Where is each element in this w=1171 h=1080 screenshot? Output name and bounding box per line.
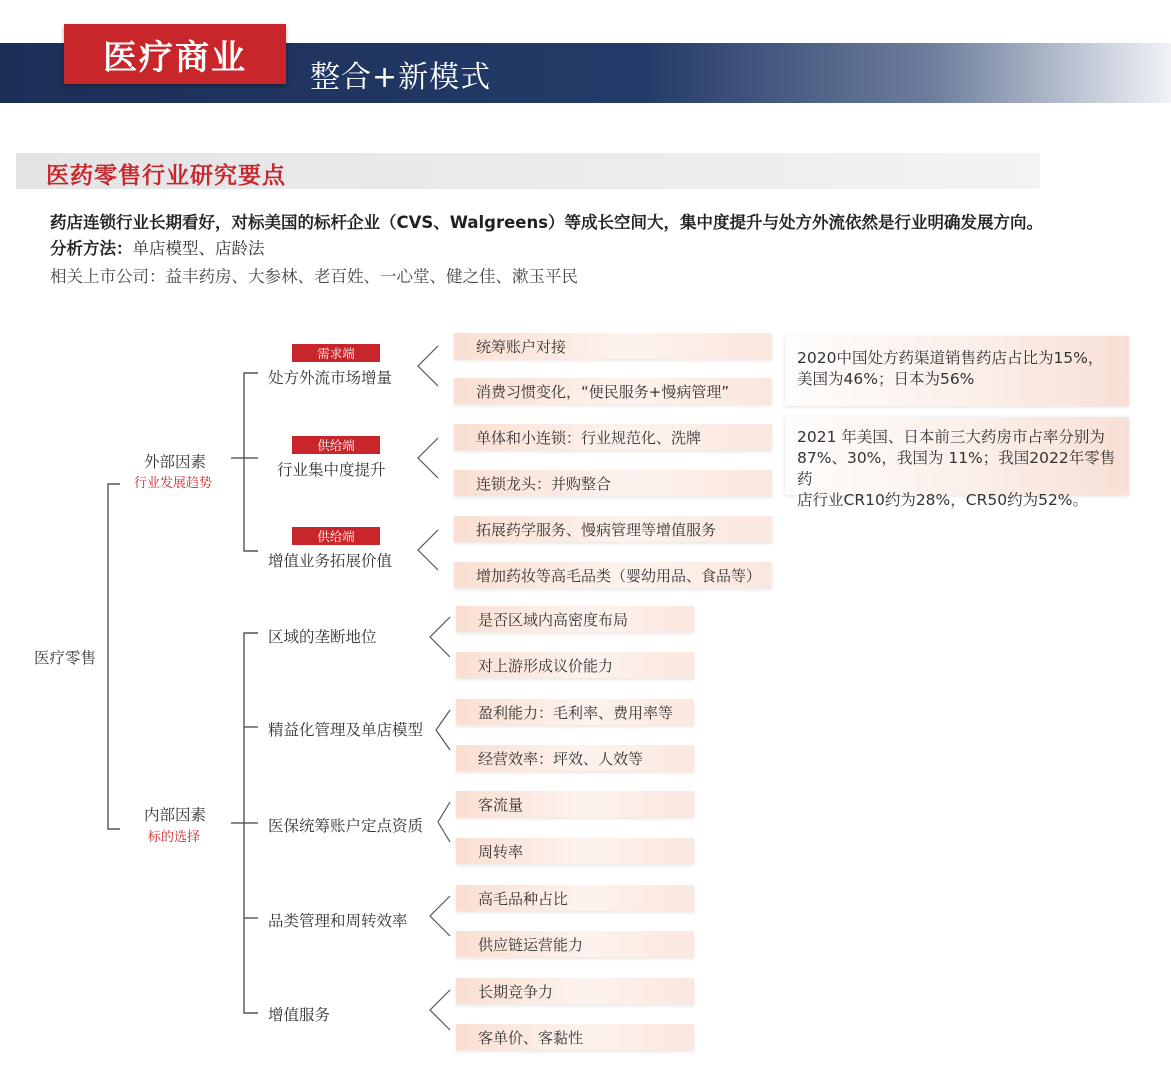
- leaf-item: 客单价、客黏性: [456, 1024, 694, 1050]
- method-value: 单店模型、店龄法: [132, 239, 265, 258]
- internal-factors-label: 内部因素: [144, 806, 207, 824]
- method-label: 分析方法：: [50, 239, 133, 258]
- leaf-item: 周转率: [456, 838, 694, 864]
- leaf-item: 单体和小连锁：行业规范化、洗牌: [454, 424, 772, 450]
- header-title: 医疗商业: [64, 24, 286, 84]
- note-line: 美国为46%；日本为56%: [797, 370, 975, 388]
- group-regional-monopoly: 区域的垄断地位: [268, 628, 377, 646]
- group-concentration: 行业集中度提升: [277, 461, 386, 479]
- leaf-item: 增加药妆等高毛品类（婴幼用品、食品等）: [454, 562, 772, 588]
- intro-companies: 相关上市公司：益丰药房、大参林、老百姓、一心堂、健之佳、漱玉平民: [50, 267, 578, 286]
- note-market-share: [785, 417, 1129, 509]
- tag-supply: 供给端: [292, 527, 380, 545]
- note-prescription-share: [785, 336, 1129, 406]
- tag-supply: 供给端: [292, 436, 380, 454]
- leaf-item: 消费习惯变化，“便民服务+慢病管理”: [454, 378, 772, 404]
- leaf-item: 连锁龙头：并购整合: [454, 470, 772, 496]
- leaf-item: 长期竞争力: [456, 978, 694, 1004]
- note-line: 2021 年美国、日本前三大药房市占率分别为: [797, 428, 1105, 446]
- leaf-item: 是否区域内高密度布局: [456, 606, 694, 632]
- tag-demand: 需求端: [292, 344, 380, 362]
- internal-factors-sub: 标的选择: [148, 830, 201, 845]
- tree-root: 医疗零售: [34, 649, 97, 667]
- note-line: 店行业CR10约为28%，CR50约为52%。: [797, 491, 1089, 509]
- group-lean-management: 精益化管理及单店模型: [268, 721, 424, 739]
- leaf-item: 对上游形成议价能力: [456, 652, 694, 678]
- leaf-item: 供应链运营能力: [456, 931, 694, 957]
- note-line: 87%、30%，我国为 11%；我国2022年零售药: [797, 449, 1116, 488]
- leaf-item: 高毛品种占比: [456, 885, 694, 911]
- leaf-item: 客流量: [456, 791, 694, 817]
- group-medical-insurance: 医保统筹账户定点资质: [268, 817, 424, 835]
- leaf-item: 统筹账户对接: [454, 333, 772, 359]
- group-category-management: 品类管理和周转效率: [268, 912, 408, 930]
- external-factors-sub: 行业发展趋势: [134, 476, 213, 491]
- header-subtitle: 整合+新模式: [310, 60, 492, 95]
- note-line: 2020中国处方药渠道销售药店占比为15%，: [797, 349, 1104, 367]
- external-factors-label: 外部因素: [144, 453, 207, 471]
- group-value-added: 增值业务拓展价值: [268, 552, 393, 570]
- leaf-item: 拓展药学服务、慢病管理等增值服务: [454, 516, 772, 542]
- group-prescription-outflow: 处方外流市场增量: [268, 369, 393, 387]
- leaf-item: 经营效率：坪效、人效等: [456, 745, 694, 771]
- intro-summary: 药店连锁行业长期看好，对标美国的标杆企业（CVS、Walgreens）等成长空间大，集中度提升与处方外流依然是行业明确发展方向。: [50, 213, 1044, 232]
- group-value-services: 增值服务: [268, 1006, 331, 1024]
- leaf-item: 盈利能力：毛利率、费用率等: [456, 699, 694, 725]
- section-title: 医药零售行业研究要点: [46, 163, 286, 189]
